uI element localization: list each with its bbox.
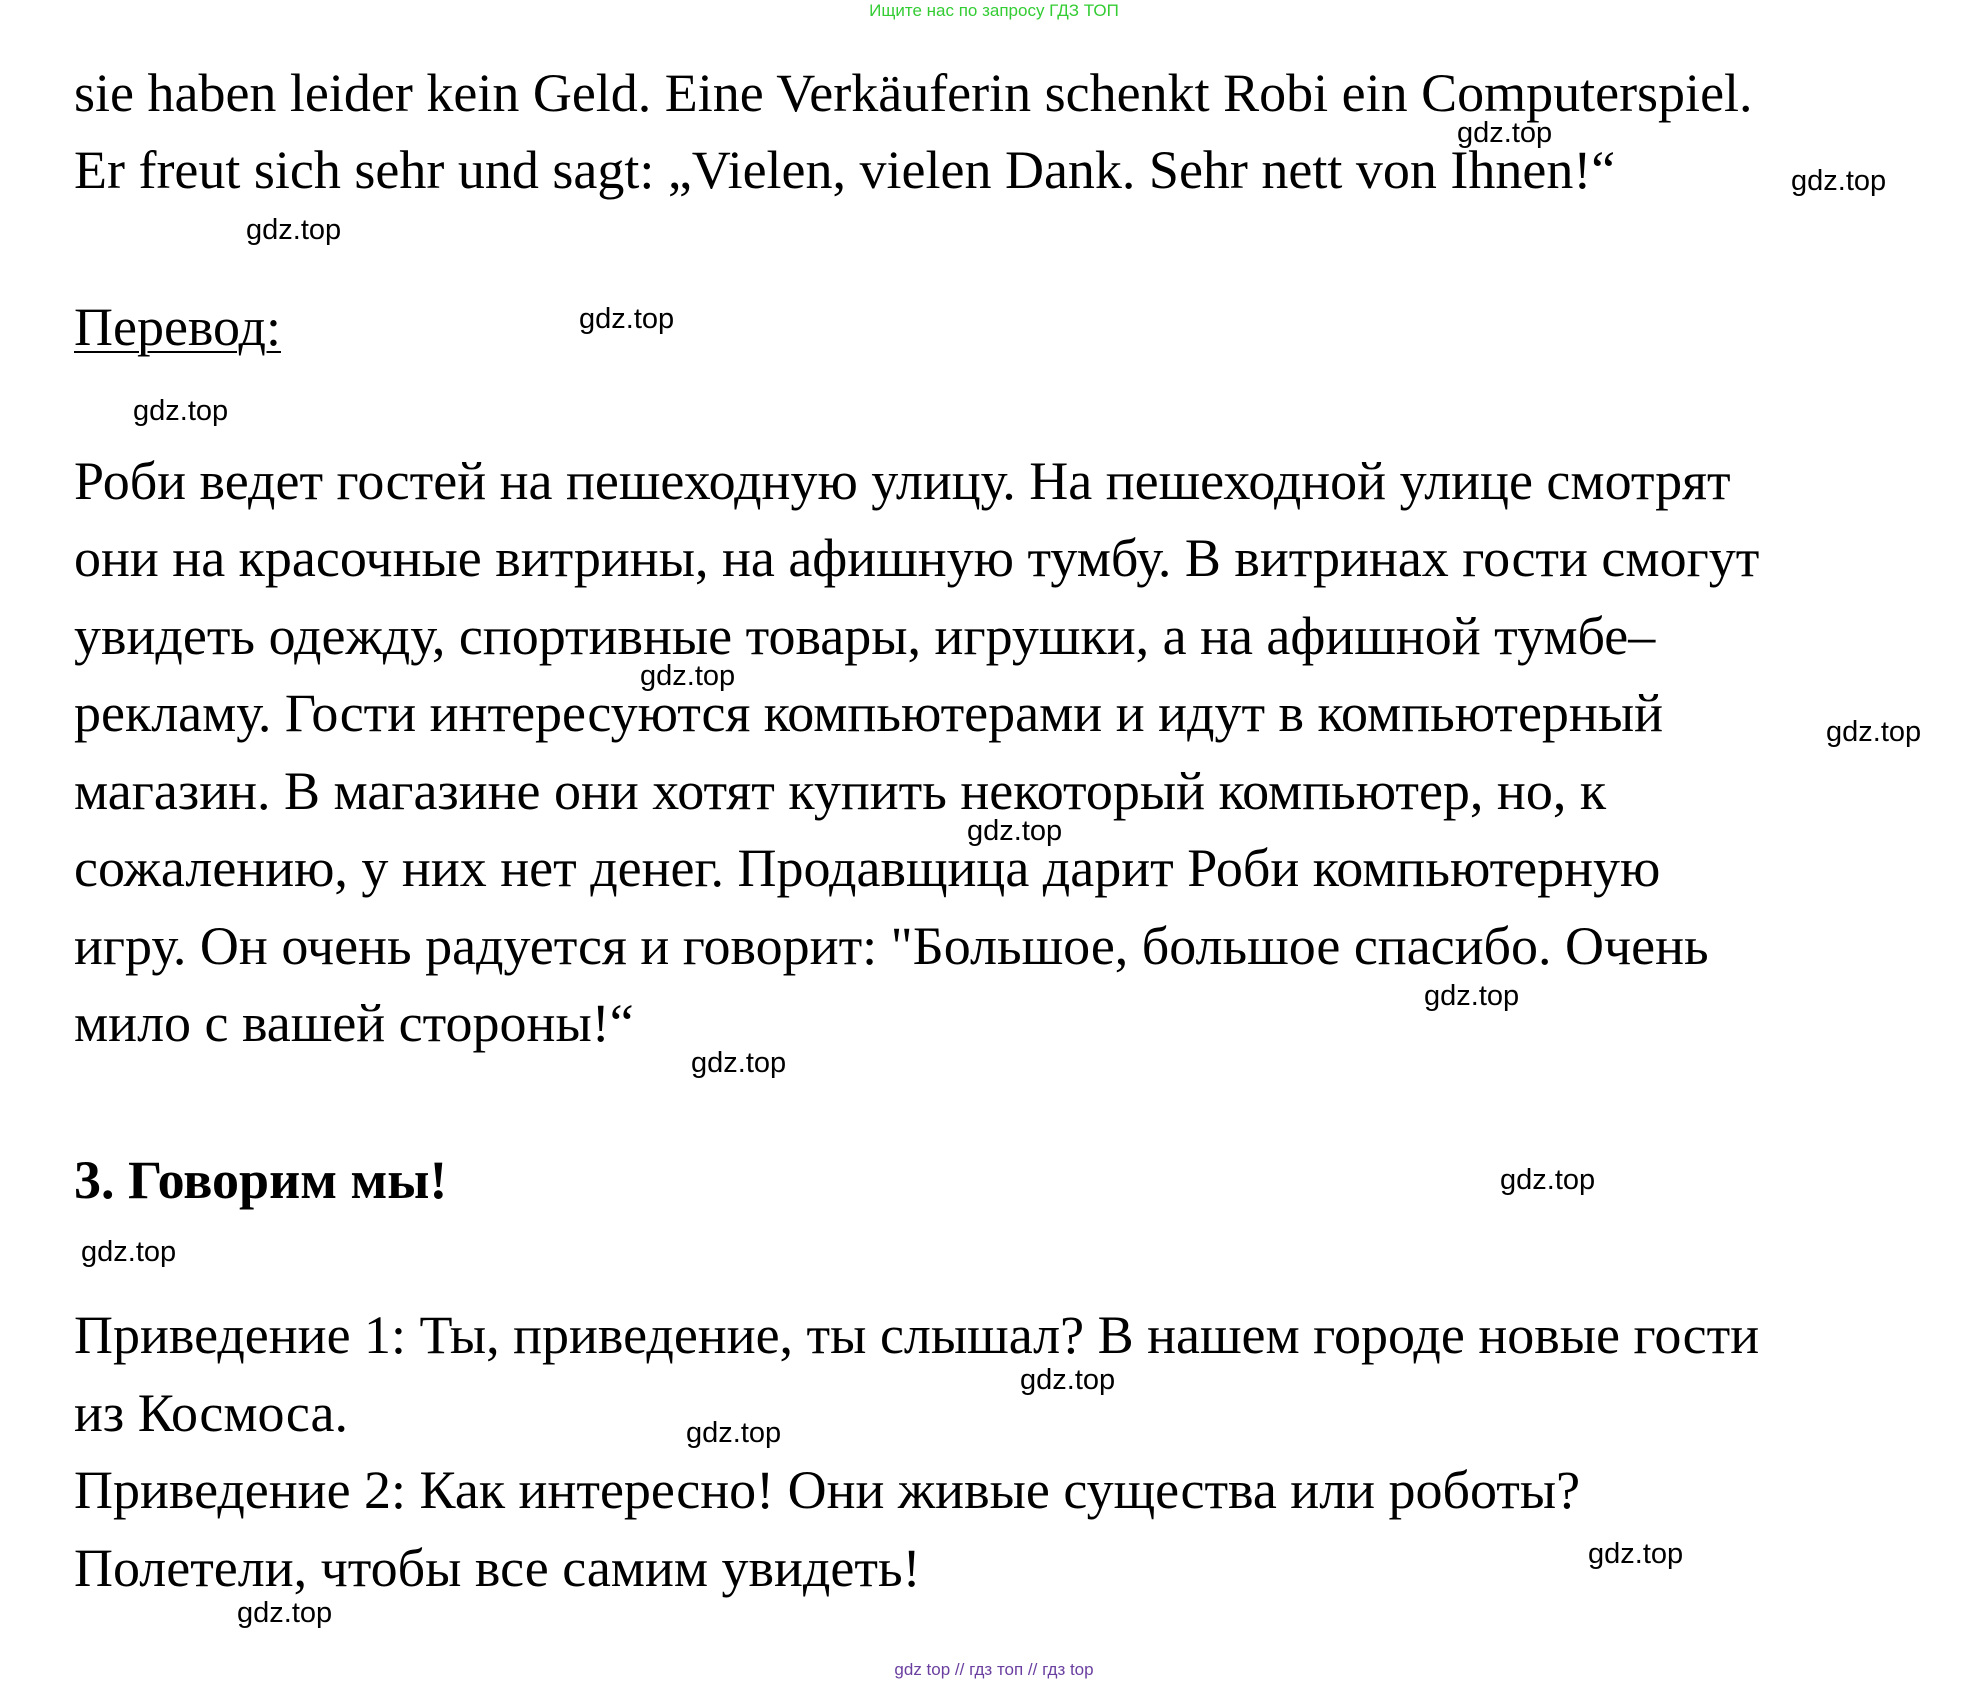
translation-line-2: они на красочные витрины, на афишную тумбу. В витринах гости смогут bbox=[74, 528, 1760, 588]
translation-line-4: рекламу. Гости интересуются компьютерами и идут в компьютерный bbox=[74, 683, 1663, 743]
section-heading: 3. Говорим мы! bbox=[74, 1150, 448, 1210]
watermark: gdz.top bbox=[1500, 1164, 1596, 1196]
watermark: gdz.top bbox=[133, 395, 229, 427]
watermark: gdz.top bbox=[1588, 1538, 1684, 1570]
watermark: gdz.top bbox=[1424, 980, 1520, 1012]
watermark: gdz.top bbox=[967, 815, 1063, 847]
watermark: gdz.top bbox=[579, 303, 675, 335]
watermark: gdz.top bbox=[640, 660, 736, 692]
dialogue-line-4: Полетели, чтобы все самим увидеть! bbox=[74, 1538, 921, 1598]
dialogue-line-3: Приведение 2: Как интересно! Они живые существа или роботы? bbox=[74, 1460, 1581, 1520]
watermark: gdz.top bbox=[237, 1597, 333, 1629]
translation-line-7: игру. Он очень радуется и говорит: "Большое, большое спасибо. Очень bbox=[74, 916, 1709, 976]
watermark: gdz.top bbox=[691, 1047, 787, 1079]
footer-links: gdz top // гдз топ // гдз top bbox=[894, 1660, 1094, 1679]
watermark: gdz.top bbox=[1826, 716, 1922, 748]
watermark: gdz.top bbox=[246, 214, 342, 246]
watermark: gdz.top bbox=[686, 1417, 782, 1449]
translation-line-5: магазин. В магазине они хотят купить некоторый компьютер, но, к bbox=[74, 761, 1607, 821]
dialogue-line-2: из Космоса. bbox=[74, 1383, 348, 1443]
translation-heading: Перевод: bbox=[74, 297, 281, 357]
translation-line-8: мило с вашей стороны!“ bbox=[74, 993, 634, 1053]
watermark: gdz.top bbox=[1020, 1364, 1116, 1396]
watermark: gdz.top bbox=[1791, 165, 1887, 197]
top-banner: Ищите нас по запросу ГДЗ ТОП bbox=[869, 1, 1119, 20]
german-line-2: Er freut sich sehr und sagt: „Vielen, vielen Dank. Sehr nett von Ihnen!“ bbox=[74, 140, 1616, 200]
translation-line-3: увидеть одежду, спортивные товары, игрушки, а на афишной тумбе– bbox=[74, 606, 1656, 666]
watermark: gdz.top bbox=[1457, 117, 1553, 149]
german-line-1: sie haben leider kein Geld. Eine Verkäuferin schenkt Robi ein Computerspiel. bbox=[74, 63, 1753, 123]
watermark: gdz.top bbox=[81, 1236, 177, 1268]
translation-line-6: сожалению, у них нет денег. Продавщица дарит Роби компьютерную bbox=[74, 838, 1661, 898]
translation-line-1: Роби ведет гостей на пешеходную улицу. На пешеходной улице смотрят bbox=[74, 451, 1731, 511]
dialogue-line-1: Приведение 1: Ты, приведение, ты слышал? В нашем городе новые гости bbox=[74, 1305, 1760, 1365]
